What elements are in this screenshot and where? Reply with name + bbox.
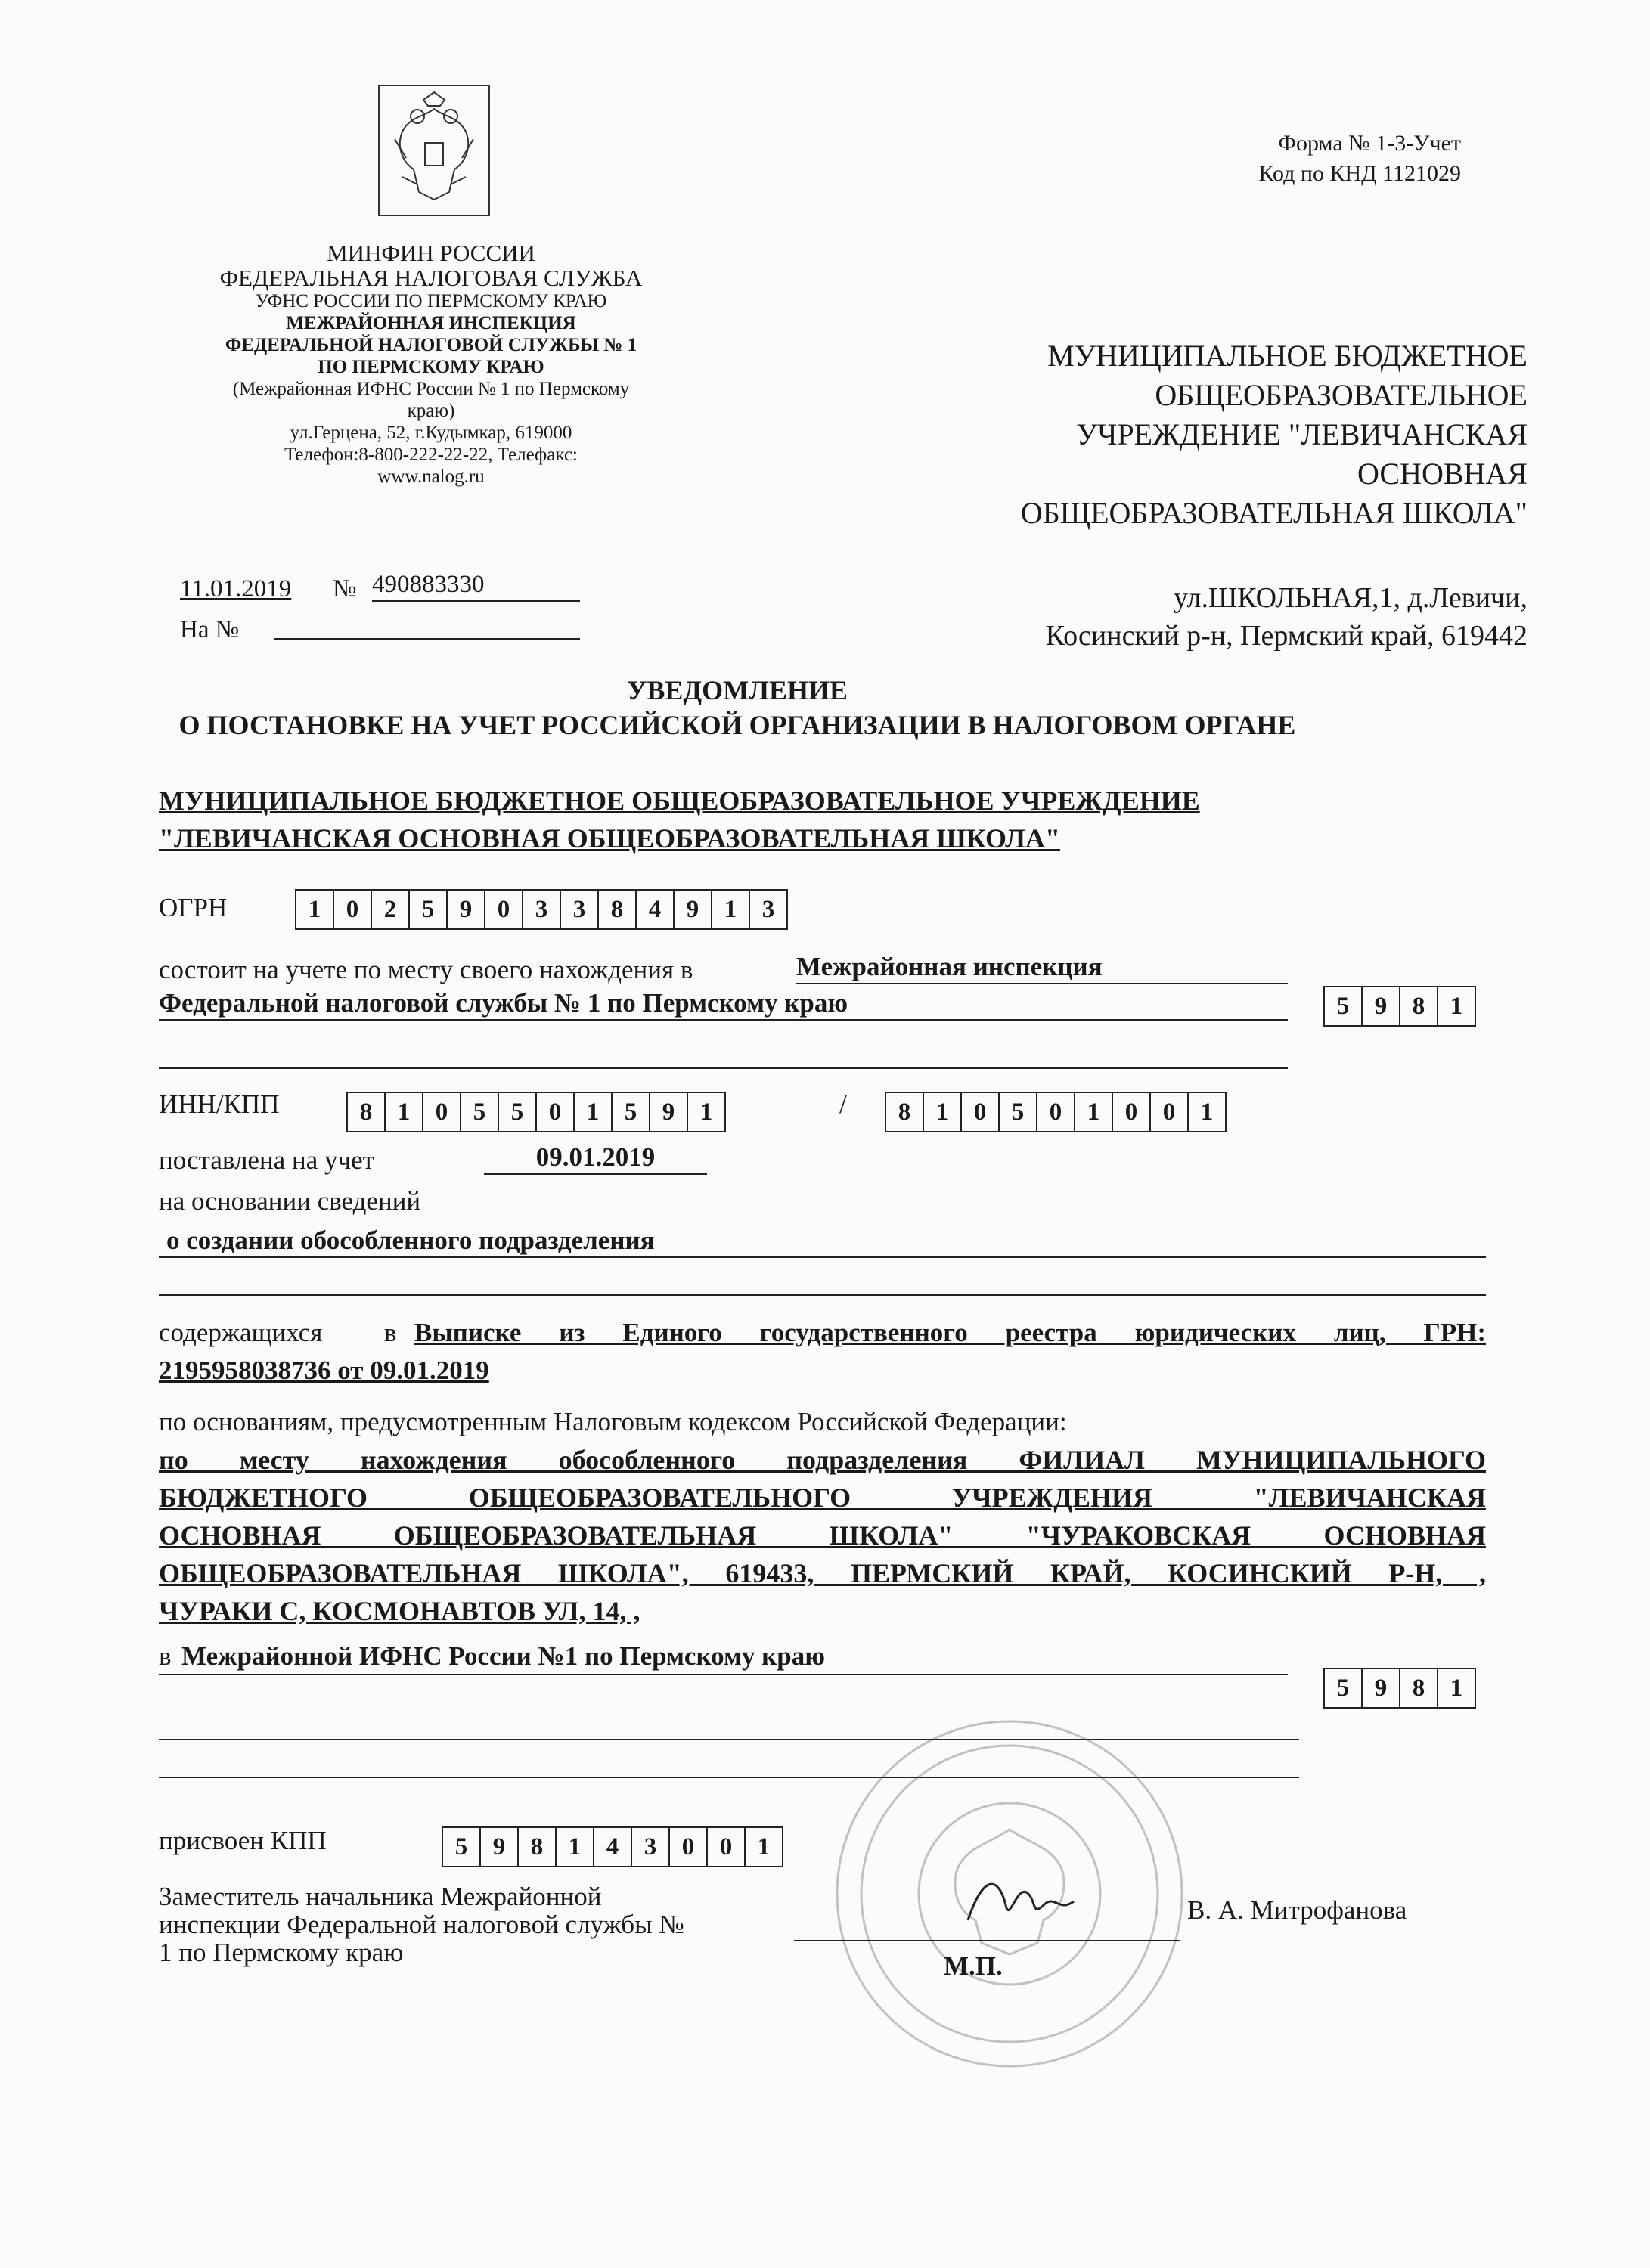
grounds-label: по основаниям, предусмотренным Налоговым кодексом Российской Федерации: bbox=[159, 1407, 1067, 1436]
contained-value-l1: Выписке из Единого государственного реестра юридических лиц, ГРН: bbox=[414, 1318, 1486, 1347]
signature-scribble-icon bbox=[953, 1860, 1104, 1943]
grounds-line: ОСНОВНАЯ ОБЩЕОБРАЗОВАТЕЛЬНАЯ ШКОЛА" "ЧУРАКОВСКАЯ ОСНОВНАЯ bbox=[159, 1520, 1486, 1551]
basis-label: на основании сведений bbox=[159, 1186, 421, 1216]
signatory-position-l1: Заместитель начальника Межрайонной bbox=[159, 1882, 602, 1911]
inn-digit: 1 bbox=[573, 1093, 611, 1131]
blank-line bbox=[159, 1294, 1486, 1296]
in-authority-code-digit: 1 bbox=[1437, 1669, 1475, 1707]
registered-date: 09.01.2019 bbox=[484, 1142, 707, 1175]
in-authority-code-digit: 5 bbox=[1336, 1674, 1350, 1702]
inn-digit: 8 bbox=[359, 1098, 373, 1126]
assigned-kpp-digit: 0 bbox=[668, 1828, 706, 1866]
inn-cells bbox=[346, 1092, 726, 1132]
kpp-digit: 0 bbox=[1036, 1093, 1074, 1131]
ogrn-digit: 3 bbox=[749, 891, 786, 928]
in-authority-code-cells bbox=[1323, 1668, 1476, 1709]
inn-kpp-label: ИНН/КПП bbox=[159, 1089, 280, 1119]
registration-code-digit: 5 bbox=[1336, 992, 1350, 1020]
issuer-service: ФЕДЕРАЛЬНАЯ НАЛОГОВАЯ СЛУЖБА bbox=[219, 265, 643, 291]
title-l1: УВЕДОМЛЕНИЕ bbox=[626, 675, 848, 705]
coat-of-arms-emblem bbox=[378, 85, 490, 216]
inn-digit: 1 bbox=[384, 1093, 422, 1131]
kpp-digit: 8 bbox=[898, 1098, 911, 1126]
registration-code-digit: 8 bbox=[1399, 987, 1437, 1025]
issuer-block bbox=[151, 240, 711, 488]
ogrn-digit: 2 bbox=[371, 891, 408, 928]
signatory-position-l2: инспекции Федеральной налоговой службы № bbox=[159, 1910, 684, 1939]
assigned-kpp-digit: 0 bbox=[706, 1828, 744, 1866]
in-authority-code-digit: 8 bbox=[1399, 1669, 1437, 1707]
kpp-cells bbox=[885, 1092, 1227, 1132]
ogrn-cells bbox=[295, 889, 788, 930]
assigned-kpp-digit: 5 bbox=[454, 1833, 468, 1861]
form-number: Форма № 1-3-Учет bbox=[1278, 131, 1461, 156]
inn-digit: 5 bbox=[498, 1093, 535, 1131]
contained-value-l2: 2195958038736 от 09.01.2019 bbox=[159, 1356, 489, 1385]
grounds-line: ОБЩЕОБРАЗОВАТЕЛЬНАЯ ШКОЛА", 619433, ПЕРМСКИЙ КРАЙ, КОСИНСКИЙ Р-Н, , bbox=[159, 1558, 1486, 1588]
inn-digit: 1 bbox=[687, 1093, 724, 1131]
in-authority-code-digit: 9 bbox=[1361, 1669, 1399, 1707]
issuer-inspection-l3: ПО ПЕРМСКОМУ КРАЮ bbox=[318, 357, 544, 377]
signatory-name: В. А. Митрофанова bbox=[1187, 1895, 1407, 1925]
grounds-text bbox=[159, 1441, 1486, 1630]
inn-digit: 5 bbox=[611, 1093, 649, 1131]
reference-number: 490883330 bbox=[372, 569, 580, 602]
registration-authority-l2: Федеральной налоговой службы № 1 по Пермскому краю bbox=[159, 987, 1288, 1021]
ogrn-digit: 9 bbox=[446, 891, 484, 928]
ogrn-digit: 9 bbox=[673, 891, 711, 928]
assigned-kpp-digit: 3 bbox=[631, 1828, 668, 1866]
assigned-kpp-digit: 8 bbox=[517, 1828, 555, 1866]
recipient-address bbox=[847, 579, 1527, 655]
inn-digit: 9 bbox=[649, 1093, 687, 1131]
registration-label: состоит на учете по месту своего нахождения в bbox=[159, 955, 693, 984]
grounds-line-last: ЧУРАКИ С, КОСМОНАВТОВ УЛ, 14, , bbox=[159, 1596, 640, 1626]
form-info bbox=[1259, 129, 1462, 189]
issuer-ministry: МИНФИН РОССИИ bbox=[327, 240, 535, 266]
org-name-l2: "ЛЕВИЧАНСКАЯ ОСНОВНАЯ ОБЩЕОБРАЗОВАТЕЛЬНАЯ ШКОЛА" bbox=[159, 823, 1060, 854]
kpp-digit: 0 bbox=[1112, 1093, 1149, 1131]
issuer-address: ул.Герцена, 52, г.Кудымкар, 619000 bbox=[290, 423, 572, 443]
assigned-kpp-digit: 1 bbox=[555, 1828, 593, 1866]
ogrn-label: ОГРН bbox=[159, 893, 228, 922]
registration-code-digit: 1 bbox=[1437, 987, 1475, 1025]
ogrn-digit: 5 bbox=[408, 891, 446, 928]
kpp-digit: 1 bbox=[1074, 1093, 1112, 1131]
issuer-website: www.nalog.ru bbox=[377, 466, 485, 487]
signatory-position bbox=[159, 1882, 684, 1966]
issuer-regional: УФНС РОССИИ ПО ПЕРМСКОМУ КРАЮ bbox=[255, 291, 607, 311]
reference-no-label: № bbox=[333, 575, 357, 603]
reference-on-line bbox=[274, 638, 580, 640]
blank-line bbox=[159, 1067, 1288, 1069]
kpp-digit: 5 bbox=[998, 1093, 1036, 1131]
reference-on-label: На № bbox=[180, 616, 240, 643]
issuer-short-name-l2: краю) bbox=[407, 401, 455, 421]
handwritten-signature bbox=[953, 1860, 1104, 1943]
issuer-short-name-l1: (Межрайонная ИФНС России № 1 по Пермскому bbox=[232, 379, 630, 399]
inn-digit: 0 bbox=[535, 1093, 573, 1131]
inn-kpp-separator: / bbox=[839, 1089, 847, 1119]
ogrn-digit: 3 bbox=[560, 891, 597, 928]
ogrn-digit: 4 bbox=[635, 891, 673, 928]
signature-line bbox=[794, 1940, 1180, 1941]
title-l2: О ПОСТАНОВКЕ НА УЧЕТ РОССИЙСКОЙ ОРГАНИЗАЦИИ В НАЛОГОВОМ ОРГАНЕ bbox=[178, 710, 1296, 740]
recipient-line: ОБЩЕОБРАЗОВАТЕЛЬНОЕ bbox=[1155, 378, 1527, 412]
kpp-digit: 0 bbox=[1149, 1093, 1187, 1131]
in-authority-line bbox=[159, 1674, 1288, 1675]
basis-value: о создании обособленного подразделения bbox=[159, 1225, 1486, 1258]
inn-digit: 5 bbox=[460, 1093, 498, 1131]
contained-label: содержащихся bbox=[159, 1318, 323, 1347]
kpp-digit: 1 bbox=[923, 1093, 960, 1131]
knd-code: Код по КНД 1121029 bbox=[1258, 161, 1461, 186]
signatory-position-l3: 1 по Пермскому краю bbox=[159, 1938, 404, 1967]
org-name-l1: МУНИЦИПАЛЬНОЕ БЮДЖЕТНОЕ ОБЩЕОБРАЗОВАТЕЛЬНОЕ УЧРЕЖДЕНИЕ bbox=[159, 785, 1200, 816]
reference-date: 11.01.2019 bbox=[180, 575, 292, 603]
issuer-inspection-l1: МЕЖРАЙОННАЯ ИНСПЕКЦИЯ bbox=[286, 313, 576, 333]
assigned-kpp-digit: 9 bbox=[479, 1828, 517, 1866]
ogrn-digit: 0 bbox=[484, 891, 522, 928]
in-authority-value: Межрайонной ИФНС России №1 по Пермскому краю bbox=[181, 1641, 825, 1671]
ogrn-digit: 3 bbox=[522, 891, 560, 928]
kpp-digit: 1 bbox=[1187, 1093, 1225, 1131]
recipient-address-l2: Косинский р-н, Пермский край, 619442 bbox=[1045, 620, 1527, 652]
ogrn-digit: 1 bbox=[308, 895, 321, 923]
inn-digit: 0 bbox=[422, 1093, 460, 1131]
double-headed-eagle-icon bbox=[380, 86, 488, 215]
kpp-digit: 0 bbox=[960, 1093, 998, 1131]
grounds-line: БЮДЖЕТНОГО ОБЩЕОБРАЗОВАТЕЛЬНОГО УЧРЕЖДЕНИЯ "ЛЕВИЧАНСКАЯ bbox=[159, 1483, 1486, 1513]
recipient-name bbox=[847, 336, 1527, 533]
recipient-line: МУНИЦИПАЛЬНОЕ БЮДЖЕТНОЕ bbox=[1047, 339, 1527, 373]
registration-code-digit: 9 bbox=[1361, 987, 1399, 1025]
assigned-kpp-cells bbox=[442, 1826, 783, 1867]
assigned-kpp-digit: 4 bbox=[593, 1828, 631, 1866]
assigned-kpp-label: присвоен КПП bbox=[159, 1826, 327, 1855]
registration-code-cells bbox=[1323, 986, 1476, 1027]
recipient-line: УЧРЕЖДЕНИЕ "ЛЕВИЧАНСКАЯ bbox=[1076, 417, 1527, 451]
ogrn-digit: 0 bbox=[333, 891, 371, 928]
ogrn-digit: 8 bbox=[597, 891, 635, 928]
registration-authority-l1: Межрайонная инспекция bbox=[796, 951, 1288, 984]
registered-label: поставлена на учет bbox=[159, 1145, 374, 1175]
document-title bbox=[0, 673, 1475, 742]
contained-prep: в bbox=[384, 1318, 397, 1347]
issuer-phone: Телефон:8-800-222-22-22, Телефакс: bbox=[284, 445, 578, 465]
recipient-address-l1: ул.ШКОЛЬНАЯ,1, д.Левичи, bbox=[1174, 582, 1527, 614]
recipient-line: ОСНОВНАЯ bbox=[1357, 457, 1527, 491]
in-authority-prep: в bbox=[159, 1641, 172, 1671]
issuer-inspection-l2: ФЕДЕРАЛЬНОЙ НАЛОГОВОЙ СЛУЖБЫ № 1 bbox=[225, 335, 637, 355]
ogrn-digit: 1 bbox=[711, 891, 749, 928]
assigned-kpp-digit: 1 bbox=[744, 1828, 782, 1866]
stamp-place-label: М.П. bbox=[944, 1951, 1003, 1981]
grounds-line: по месту нахождения обособленного подразделения ФИЛИАЛ МУНИЦИПАЛЬНОГО bbox=[159, 1445, 1486, 1475]
recipient-line: ОБЩЕОБРАЗОВАТЕЛЬНАЯ ШКОЛА" bbox=[1020, 496, 1527, 530]
